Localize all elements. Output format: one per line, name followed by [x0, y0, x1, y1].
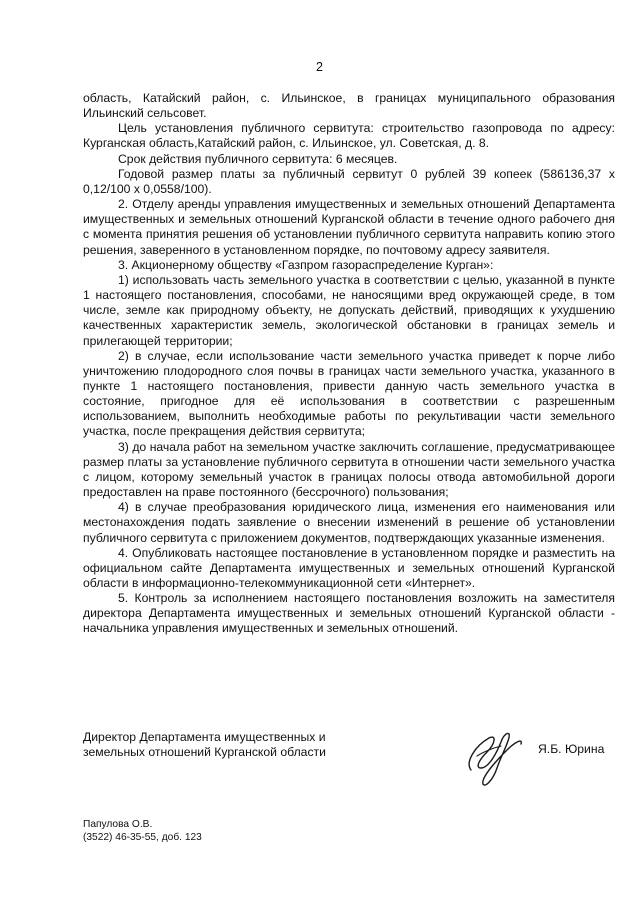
paragraph: 3) до начала работ на земельном участке заключить соглашение, предусматривающее размер платы за установление публичного сервитута в отношении части земельного участка с лицом, которому земельный участок в границах полосы отвода автомобильной дороги предоставлен на праве постоянного (бессрочного) пользования; [83, 439, 615, 500]
paragraph: 4) в случае преобразования юридического лица, изменения его наименования или местонахождения подать заявление о внесении изменений в решение об установлении публичного сервитута с приложением документов, подтверждающих указанные изменения. [83, 500, 615, 545]
paragraph: 2) в случае, если использование части земельного участка приведет к порче либо уничтожению плодородного слоя почвы в границах части земельного участка, указанного в пункте 1 настоящего постановления, привести данную часть земельного участка в состояние, пригодное для её использования в соответствии с разрешенным использованием, выполнить необходимые работы по рекультивации части земельного участка, после прекращения действия сервитута; [83, 348, 615, 439]
document-body [83, 91, 615, 637]
signature-block [83, 730, 615, 790]
executor-phone: (3522) 46-35-55, доб. 123 [83, 832, 202, 843]
signatory-title [83, 730, 383, 761]
handwritten-signature [449, 722, 539, 792]
paragraph: область, Катайский район, с. Ильинское, в границах муниципального образования Ильинский сельсовет. [83, 91, 615, 121]
paragraph: Срок действия публичного сервитута: 6 месяцев. [118, 151, 398, 166]
paragraph: 5. Контроль за исполнением настоящего постановления возложить на заместителя директора Департамента имущественных и земельных отношений Курганской области - начальника управления имущественных и земельных отношений. [83, 591, 615, 636]
paragraph: 2. Отделу аренды управления имущественных и земельных отношений Департамента имущественных и земельных отношений Курганской области в течение одного рабочего дня с момента принятия решения об установлении публичного сервитута направить копию этого решения, заверенного в установленном порядке, по почтовому адресу заявителя. [83, 197, 615, 257]
paragraph: 1) использовать часть земельного участка в соответствии с целью, указанной в пункте 1 настоящего постановления, способами, не наносящими вред окружающей среде, в том числе, земле как природному объекту, не допускать действий, приводящих к ухудшению качественных характеристик земель, экологической обстановки в границах земель и прилегающей территории; [83, 272, 615, 348]
executor-name: Папулова О.В. [83, 819, 153, 830]
page-number: 2 [316, 60, 323, 74]
paragraph: 3. Акционерному обществу «Газпром газораспределение Курган»: [118, 257, 494, 272]
signatory-name: Я.Б. Юрина [538, 742, 605, 756]
signatory-title-line: Директор Департамента имущественных и [83, 730, 326, 744]
paragraph: Годовой размер платы за публичный сервитут 0 рублей 39 копеек (586136,37 х 0,12/100 х 0,0558/100). [83, 166, 615, 196]
signatory-title-line: земельных отношений Курганской области [83, 745, 326, 760]
paragraph: Цель установления публичного сервитута: строительство газопровода по адресу: Курганская область,Катайский район, с. Ильинское, ул. Советская, д. 8. [83, 121, 615, 151]
paragraph: 4. Опубликовать настоящее постановление в установленном порядке и разместить на официальном сайте Департамента имущественных и земельных отношений Курганской области в информационно-телекоммуникационной сети «Интернет». [83, 545, 615, 590]
executor-info [83, 818, 202, 844]
